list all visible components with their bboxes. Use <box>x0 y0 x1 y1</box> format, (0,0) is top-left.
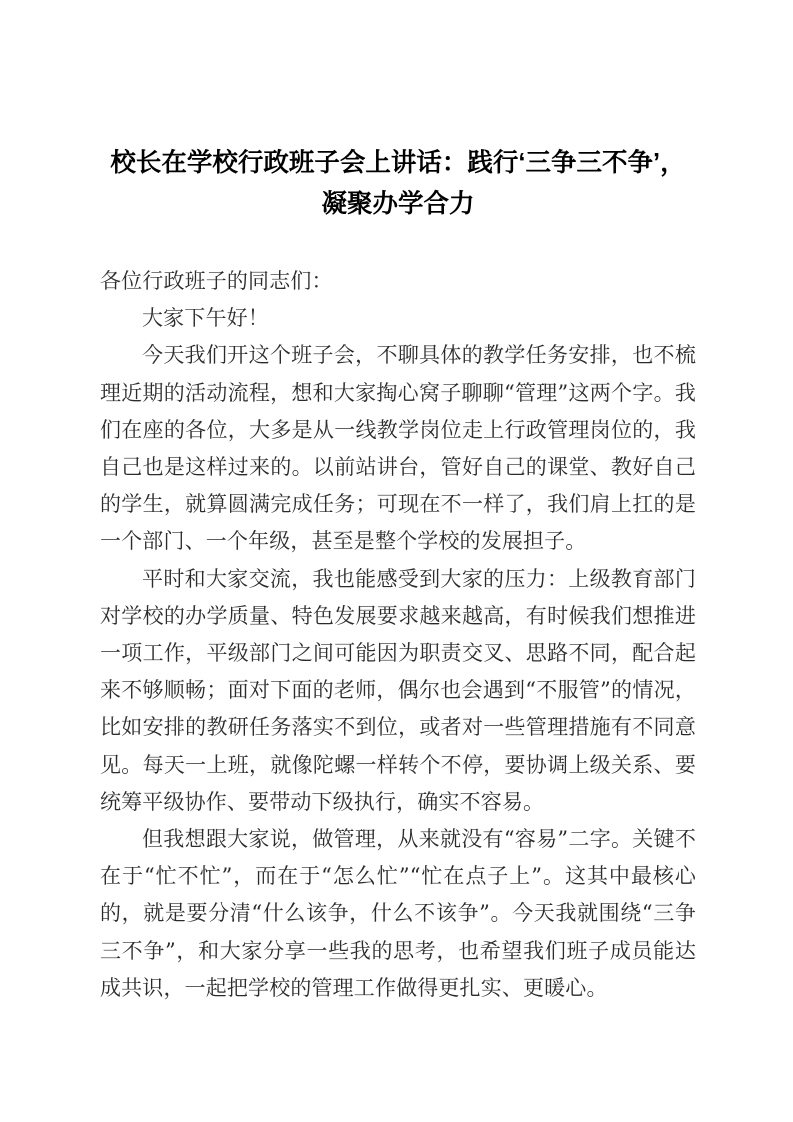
paragraph-opening: 今天我们开这个班子会，不聊具体的教学任务安排，也不梳理近期的活动流程，想和大家掏心窝子聊聊“管理”这两个字。我们在座的各位，大多是从一线教学岗位走上行政管理岗位的，我自己也是这样过来的。以前站讲台，管好自己的课堂、教好自己的学生，就算圆满完成任务；可现在不一样了，我们肩上扛的是一个部门、一个年级，甚至是整个学校的发展担子。 <box>100 343 696 554</box>
paragraph-salutation: 各位行政班子的同志们： <box>100 269 333 293</box>
paragraph-theme: 但我想跟大家说，做管理，从来就没有“容易”二字。关键不在于“忙不忙”，而在于“怎么忙”“忙在点子上”。这其中最核心的，就是要分清“什么该争，什么不该争”。今天我就围绕“三争三不争”，和大家分享一些我的思考，也希望我们班子成员能达成共识，一起把学校的管理工作做得更扎实、更暖心。 <box>100 827 696 1000</box>
document-content <box>100 143 696 1007</box>
page-title-line-1: 校长在学校行政班子会上讲话：践行‘三争三不争’，凝 <box>110 149 686 218</box>
document-body <box>100 263 696 1007</box>
paragraph-pressure: 平时和大家交流，我也能感受到大家的压力：上级教育部门对学校的办学质量、特色发展要求越来越高，有时候我们想推进一项工作，平级部门之间可能因为职责交叉、思路不同，配合起来不够顺畅；面对下面的老师，偶尔也会遇到“不服管”的情况，比如安排的教研任务落实不到位，或者对一些管理措施有不同意见。每天一上班，就像陀螺一样转个不停，要协调上级关系、要统筹平级协作、要带动下级执行，确实不容易。 <box>100 566 696 814</box>
page-title <box>100 143 696 225</box>
page-title-line-2: 聚办学合力 <box>347 190 475 218</box>
paragraph-greeting: 大家下午好！ <box>142 306 269 331</box>
